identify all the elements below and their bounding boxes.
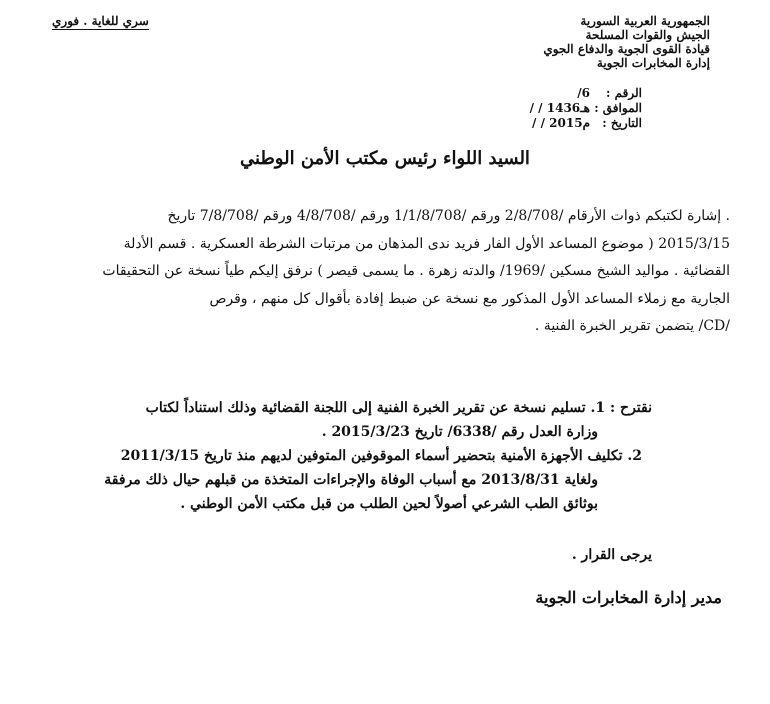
proposals-block	[104, 396, 652, 516]
letterhead-line: قيادة القوى الجوية والدفاع الجوي	[543, 42, 710, 56]
letterhead-line: الجمهورية العربية السورية	[580, 14, 710, 28]
ref-number-value: /6	[577, 86, 590, 100]
classification-marking: سري للغاية . فوري	[52, 14, 149, 28]
ref-number-row	[472, 86, 642, 101]
proposal-1-line-1	[112, 396, 652, 420]
ref-number-label: الرقم :	[606, 86, 642, 100]
ref-corresponding-row	[472, 101, 642, 116]
proposals-label: نقترح :	[609, 400, 652, 416]
letter-body	[88, 203, 730, 341]
ref-corresponding-label: الموافق :	[594, 101, 642, 115]
body-line: . إشارة لكتبكم ذوات الأرقام /2/8/708 ورقم /1/1/8/708 ورقم /4/8/708 ورقم /7/8/708 تاريخ	[167, 208, 730, 224]
ref-date-value: / / 2015م	[532, 116, 590, 130]
body-line: 2015/3/15 ( موضوع المساعد الأول الفار فريد ندى المذهان من مرتبات الشرطة العسكرية . قسم الأدلة	[123, 235, 730, 252]
ref-date-row	[472, 116, 642, 131]
decision-request: يرجى القرار .	[571, 547, 652, 563]
proposal-1-text: 1. تسليم نسخة عن تقرير الخبرة الفنية إلى اللجنة القضائية وذلك استناداً لكتاب	[145, 400, 606, 416]
letterhead	[470, 14, 710, 70]
body-line: الجارية مع زملاء المساعد الأول المذكور مع نسخة عن ضبط إفادة بأقوال كل منهم ، وقرص	[209, 290, 730, 307]
proposal-2-line-1: 2. تكليف الأجهزة الأمنية بتحضير أسماء الموقوفين المتوفين لديهم منذ تاريخ 2011/3/15	[120, 448, 642, 464]
addressee-title: السيد اللواء رئيس مكتب الأمن الوطني	[240, 148, 530, 169]
body-line: القضائية . مواليد الشيخ مسكين /1969/ والدته زهرة . ما يسمى قيصر ) نرفق إليكم طياً نسخة عن التحقيقات	[102, 263, 730, 279]
letterhead-line: إدارة المخابرات الجوية	[596, 56, 710, 70]
ref-date-label: التاريخ :	[602, 116, 642, 130]
reference-block	[472, 86, 642, 131]
proposal-2-line-3: بوثائق الطب الشرعي أصولاً لحين الطلب من قبل مكتب الأمن الوطني .	[180, 496, 598, 512]
letterhead-line: الجيش والقوات المسلحة	[585, 28, 710, 42]
signature-title: مدير إدارة المخابرات الجوية	[535, 588, 722, 607]
proposal-1-line-2: وزارة العدل رقم /6338/ تاريخ 2015/3/23 .	[321, 424, 598, 440]
body-line: /CD/ يتضمن تقرير الخبرة الفنية .	[534, 318, 730, 334]
proposal-2-line-2: ولغاية 2013/8/31 مع أسباب الوفاة والإجراءات المتخذة من قبلهم حيال ذلك مرفقة	[104, 472, 598, 488]
ref-corresponding-value: / / 1436هـ	[529, 101, 590, 115]
